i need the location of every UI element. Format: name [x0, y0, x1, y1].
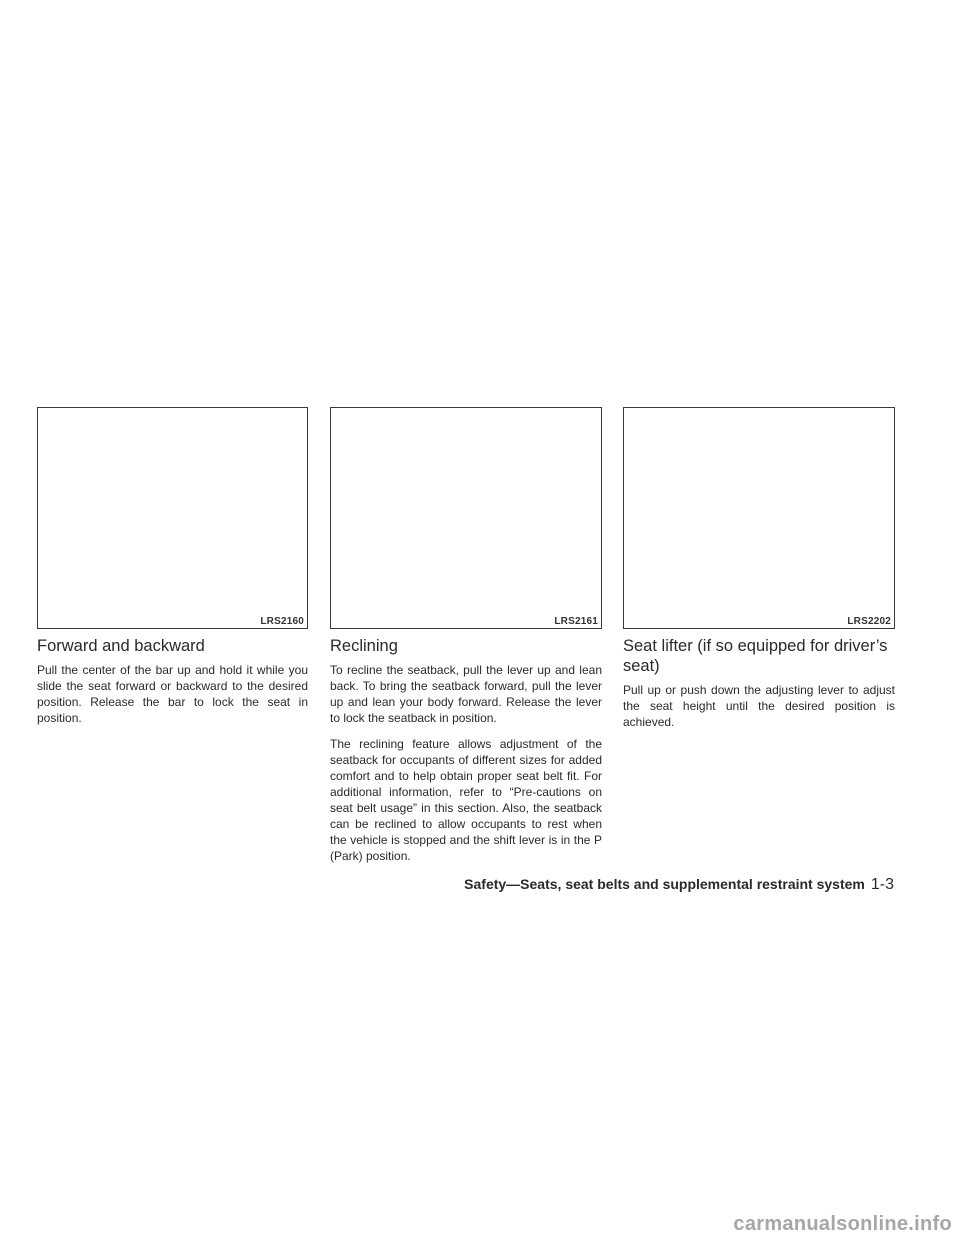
- footer-section-title: Safety—Seats, seat belts and supplemental restraint system: [464, 876, 865, 892]
- page-footer: [464, 876, 894, 894]
- section-heading: Forward and backward: [37, 637, 205, 655]
- section-paragraph: The reclining feature allows adjustment of the seatback for occupants of different sizes for added comfort and to help obtain proper seat belt fit. For additional information, refer to “Pre-cautions on seat belt usage” in this section. Also, the seatback can be reclined to allow occupants to rest when the vehicle is stopped and the shift lever is in the P (Park) position.: [330, 737, 602, 863]
- watermark: carmanualsonline.info: [733, 1213, 952, 1235]
- section-forward-backward: [37, 636, 308, 736]
- figure-reclining: [330, 407, 602, 629]
- figure-forward-backward: [37, 407, 308, 629]
- figure-code: LRS2161: [554, 616, 598, 627]
- section-heading: Seat lifter (if so equipped for driver’s seat): [623, 637, 888, 675]
- section-paragraph: Pull the center of the bar up and hold it while you slide the seat forward or backward to the desired position. Release the bar to lock the seat in position.: [37, 663, 308, 725]
- section-heading: Reclining: [330, 637, 398, 655]
- section-paragraph: Pull up or push down the adjusting lever to adjust the seat height until the desired position is achieved.: [623, 683, 895, 729]
- figure-code: LRS2160: [260, 616, 304, 627]
- figure-seat-lifter: [623, 407, 895, 629]
- section-seat-lifter: [623, 636, 895, 740]
- section-paragraph: To recline the seatback, pull the lever up and lean back. To bring the seatback forward, pull the lever up and lean your body forward. Release the lever to lock the seatback in position.: [330, 663, 602, 725]
- page-number: 1-3: [870, 876, 894, 893]
- figure-code: LRS2202: [847, 616, 891, 627]
- section-reclining: [330, 636, 602, 874]
